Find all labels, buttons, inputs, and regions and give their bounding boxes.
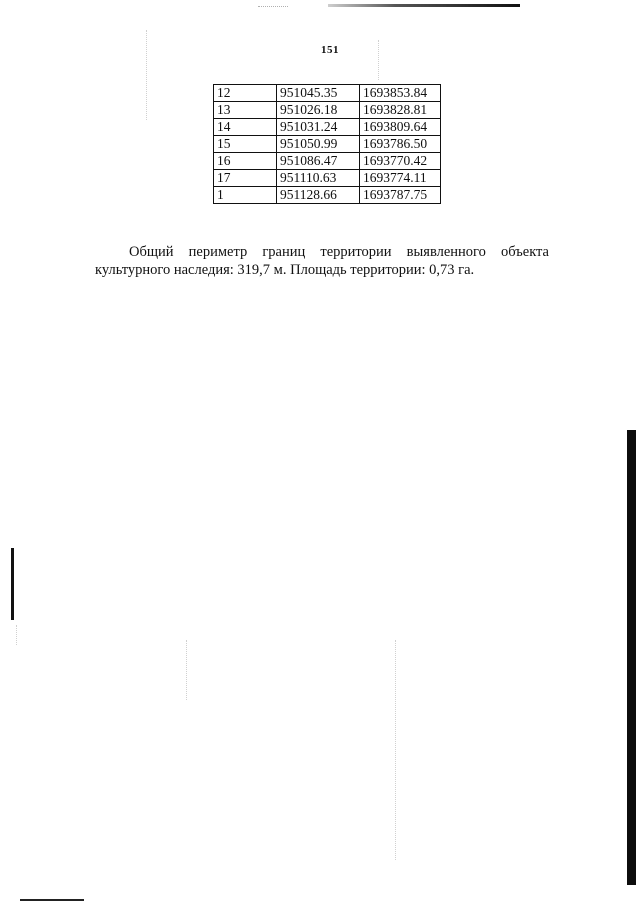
summary-paragraph [95,243,549,279]
scan-artifact-dots [186,640,187,700]
scan-artifact-dots [378,40,379,80]
scan-artifact-dots [395,640,396,860]
table-row [214,85,441,102]
scan-artifact-top-dots [258,6,288,8]
scan-artifact-dots [16,625,17,645]
point-number: 16 [214,153,277,170]
point-number: 14 [214,119,277,136]
table-row [214,170,441,187]
point-number: 12 [214,85,277,102]
table-row [214,153,441,170]
coordinate-y: 1693786.50 [360,136,441,153]
coordinate-x: 951128.66 [277,187,360,204]
coordinate-y: 1693770.42 [360,153,441,170]
point-number: 1 [214,187,277,204]
coordinate-x: 951031.24 [277,119,360,136]
coordinate-y: 1693828.81 [360,102,441,119]
point-number: 13 [214,102,277,119]
scan-artifact-left-edge [11,548,14,620]
page-number: 151 [321,44,339,56]
coordinate-y: 1693787.75 [360,187,441,204]
point-number: 17 [214,170,277,187]
scan-artifact-bottom-line [20,899,84,901]
coordinate-x: 951026.18 [277,102,360,119]
scan-artifact-right-edge [627,430,636,885]
coordinate-x: 951110.63 [277,170,360,187]
coordinate-x: 951086.47 [277,153,360,170]
scan-artifact-dots [146,30,147,120]
scan-artifact-top-line [328,4,520,7]
table-row [214,187,441,204]
coordinate-y: 1693774.11 [360,170,441,187]
table-row [214,136,441,153]
coordinates-table [213,84,441,204]
coordinate-x: 951045.35 [277,85,360,102]
coordinate-x: 951050.99 [277,136,360,153]
coordinate-y: 1693809.64 [360,119,441,136]
coordinate-y: 1693853.84 [360,85,441,102]
table-row [214,119,441,136]
table-row [214,102,441,119]
summary-line-1: Общий периметр границ территории выявленного объекта [129,244,549,260]
summary-line-2: культурного наследия: 319,7 м. Площадь территории: 0,73 га. [95,262,475,278]
point-number: 15 [214,136,277,153]
